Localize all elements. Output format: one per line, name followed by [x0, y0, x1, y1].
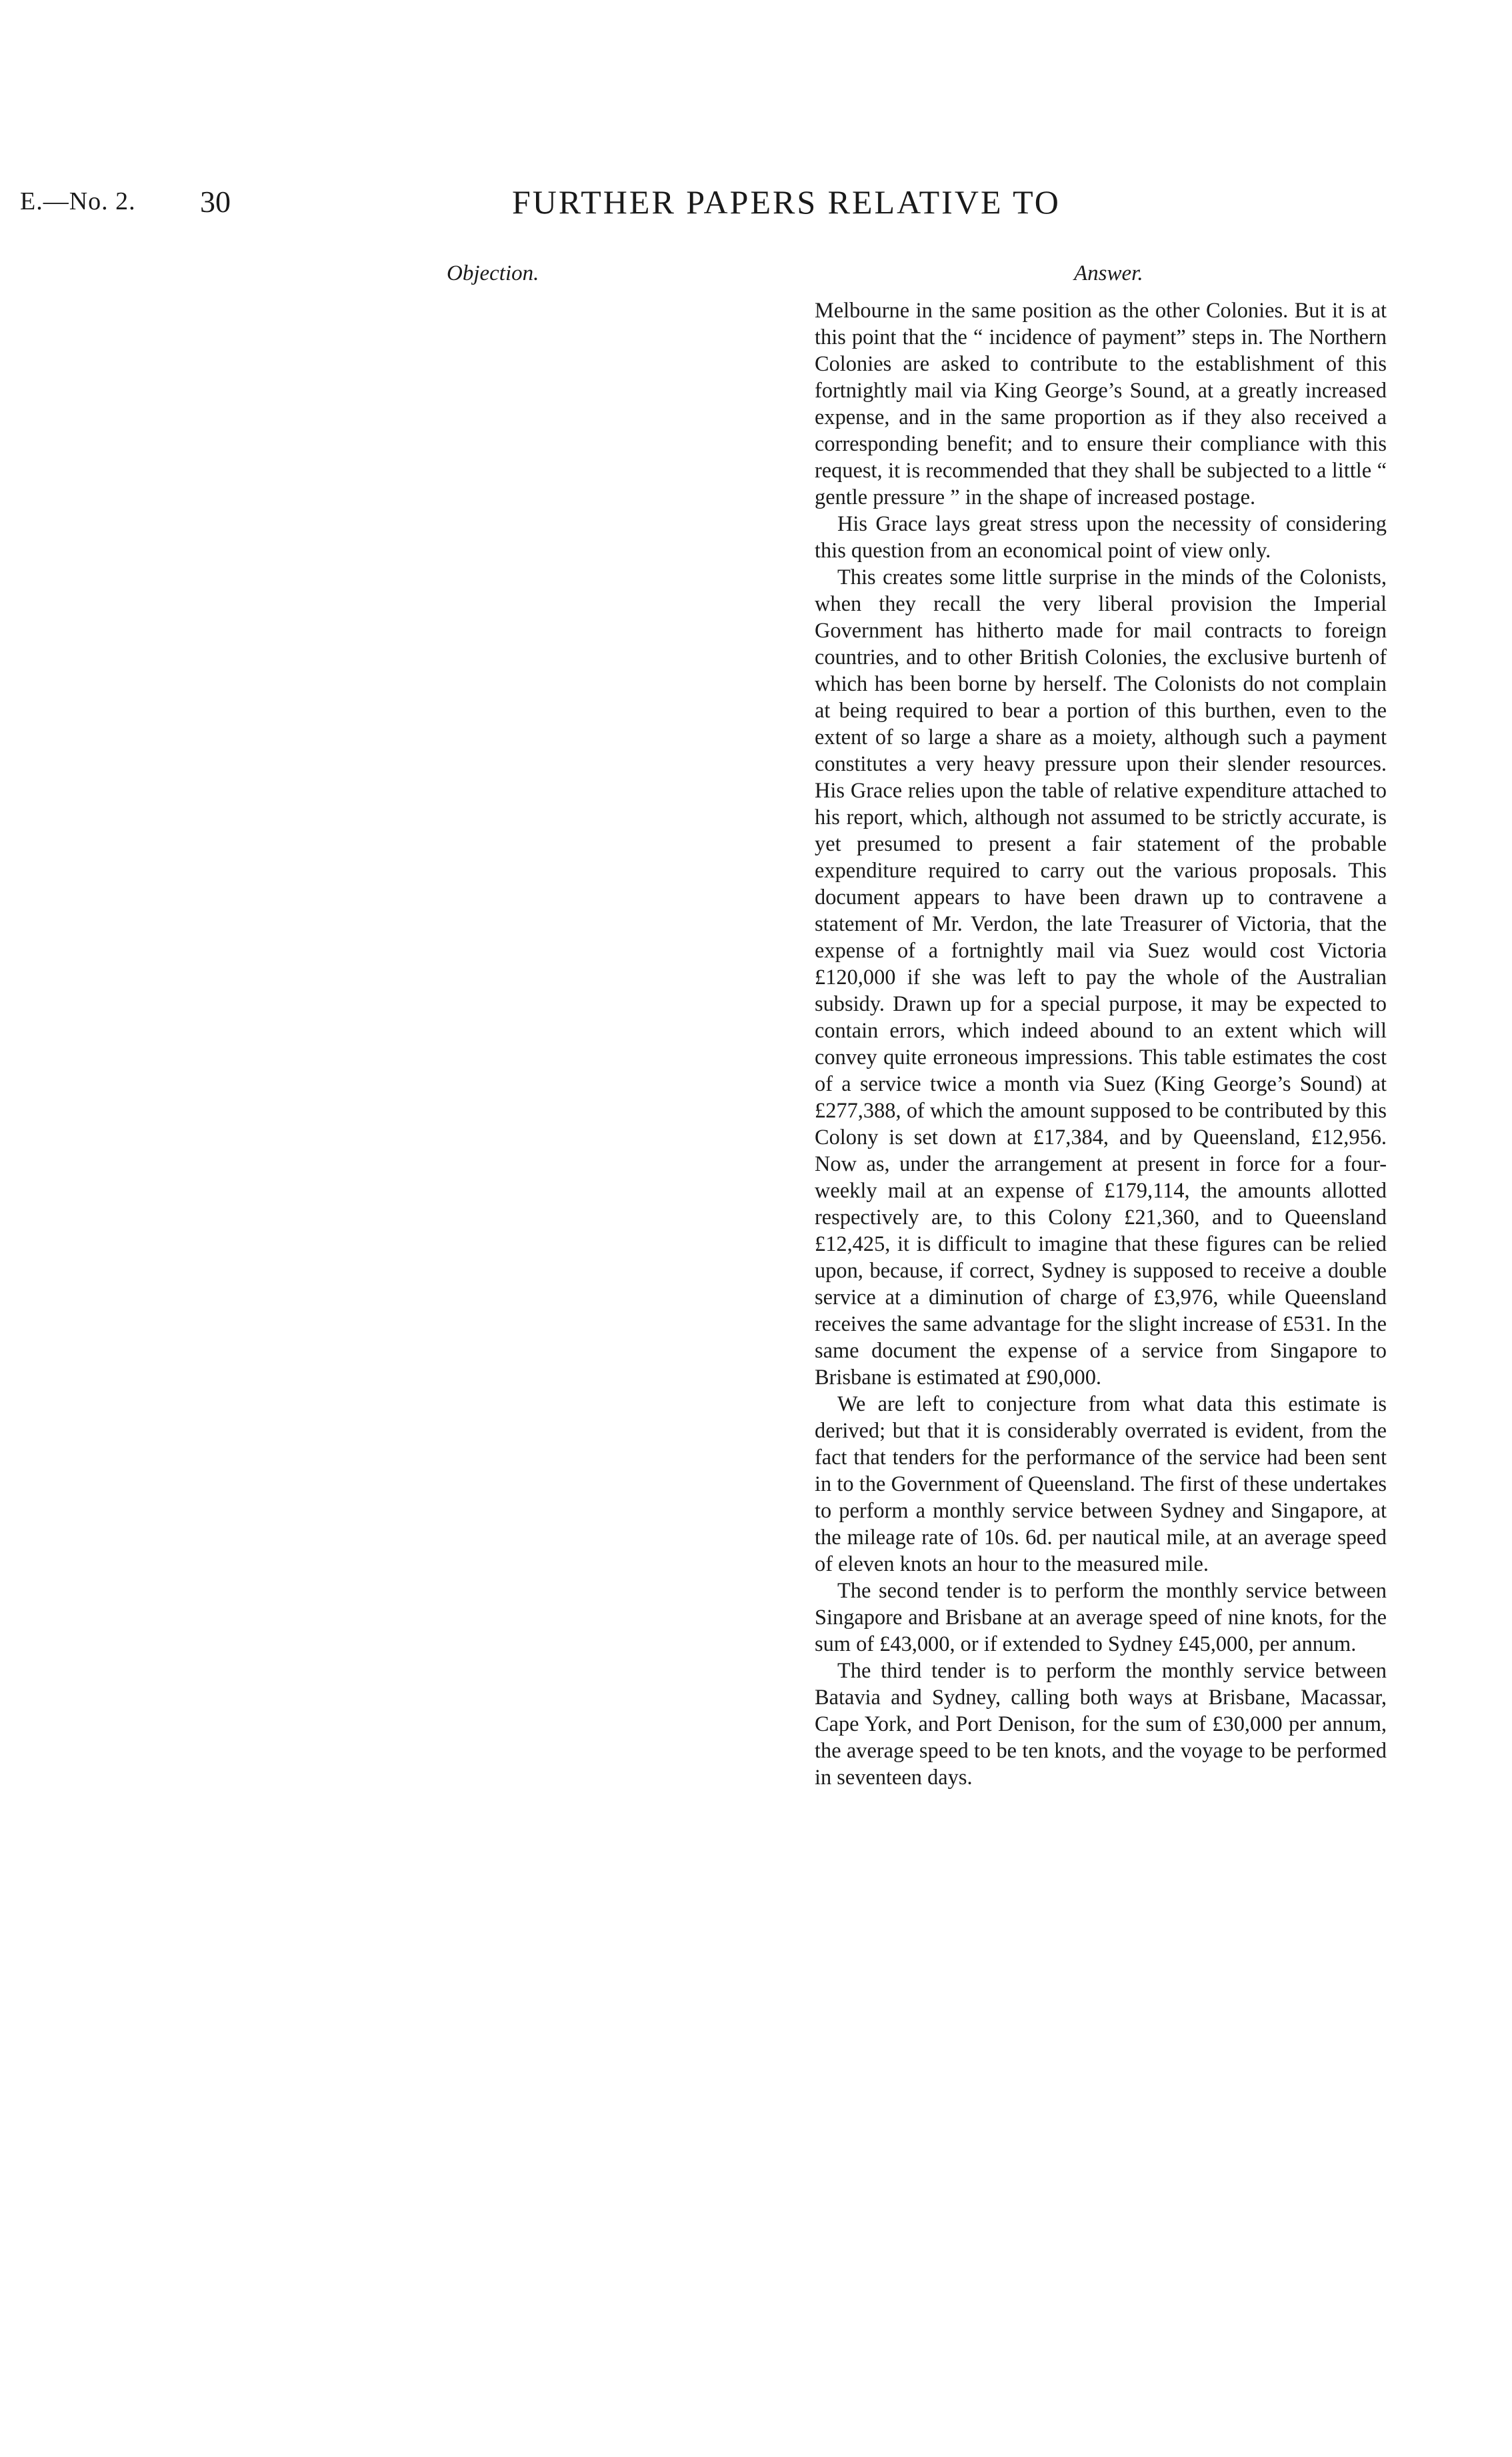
answer-paragraph-5: The second tender is to perform the monthly service between Singapore and Brisbane at an average speed of nine knots, for the sum of £43,000, or if extended to Sydney £45,000, per annum.	[815, 1579, 1387, 1656]
page-number: 30	[200, 185, 231, 219]
answer-paragraph-1: Melbourne in the same position as the other Colonies. But it is at this point that the “ incidence of payment” steps in. The Northern Colonies are asked to contribute to the establishment of this fortnightly mail via King George’s Sound, at a greatly increased expense, and in the same proportion as if they also received a corresponding benefit; and to ensure their compliance with this request, it is recommended that they shall be subjected to a little “ gentle pressure ” in the shape of increased postage.	[815, 299, 1387, 509]
objection-column-label: Objection.	[447, 261, 539, 285]
page-header	[0, 183, 1512, 227]
answer-paragraph-3: This creates some little surprise in the minds of the Colonists, when they recall the very liberal provision the Imperial Government has hitherto made for mail contracts to foreign countries, and to other British Colonies, the exclusive burtenh of which has been borne by herself. The Colonists do not complain at being required to bear a portion of this burthen, even to the extent of so large a share as a moiety, although such a payment constitutes a very heavy pressure upon their slender resources. His Grace relies upon the table of relative expenditure attached to his report, which, although not assumed to be strictly accurate, is yet presumed to present a fair statement of the probable expenditure required to carry out the various proposals. This document appears to have been drawn up to contravene a statement of Mr. Verdon, the late Treasurer of Victoria, that the expense of a fortnightly mail via Suez would cost Victoria £120,000 if she was left to pay the whole of the Australian subsidy. Drawn up for a special purpose, it may be expected to contain errors, which indeed abound to an extent which will convey quite erroneous impressions. This table estimates the cost of a service twice a month via Suez (King George’s Sound) at £277,388, of which the amount supposed to be contributed by this Colony is set down at £17,384, and by Queensland, £12,956. Now as, under the arrangement at present in force for a four-weekly mail at an expense of £179,114, the amounts allotted respectively are, to this Colony £21,360, and to Queensland £12,425, it is difficult to imagine that these figures can be relied upon, because, if correct, Sydney is supposed to receive a double service at a diminution of charge of £3,976, while Queensland receives the same advantage for the slight increase of £531. In the same document the expense of a service from Singapore to Brisbane is estimated at £90,000.	[815, 565, 1387, 1390]
document-reference: E.—No. 2.	[20, 187, 136, 215]
answer-paragraph-2: His Grace lays great stress upon the necessity of considering this question from an economical point of view only.	[815, 512, 1387, 563]
running-title: FURTHER PAPERS RELATIVE TO	[512, 183, 1061, 221]
answer-text	[815, 297, 1387, 1791]
answer-column-label: Answer.	[1074, 261, 1143, 285]
answer-paragraph-6: The third tender is to perform the monthly service between Batavia and Sydney, calling both ways at Brisbane, Macassar, Cape York, and Port Denison, for the sum of £30,000 per annum, the average speed to be ten knots, and the voyage to be performed in seventeen days.	[815, 1659, 1387, 1790]
answer-paragraph-4: We are left to conjecture from what data this estimate is derived; but that it is considerably overrated is evident, from the fact that tenders for the performance of the service had been sent in to the Government of Queensland. The first of these undertakes to perform a monthly service between Sydney and Singapore, at the mileage rate of 10s. 6d. per nautical mile, at an average speed of eleven knots an hour to the measured mile.	[815, 1392, 1387, 1576]
